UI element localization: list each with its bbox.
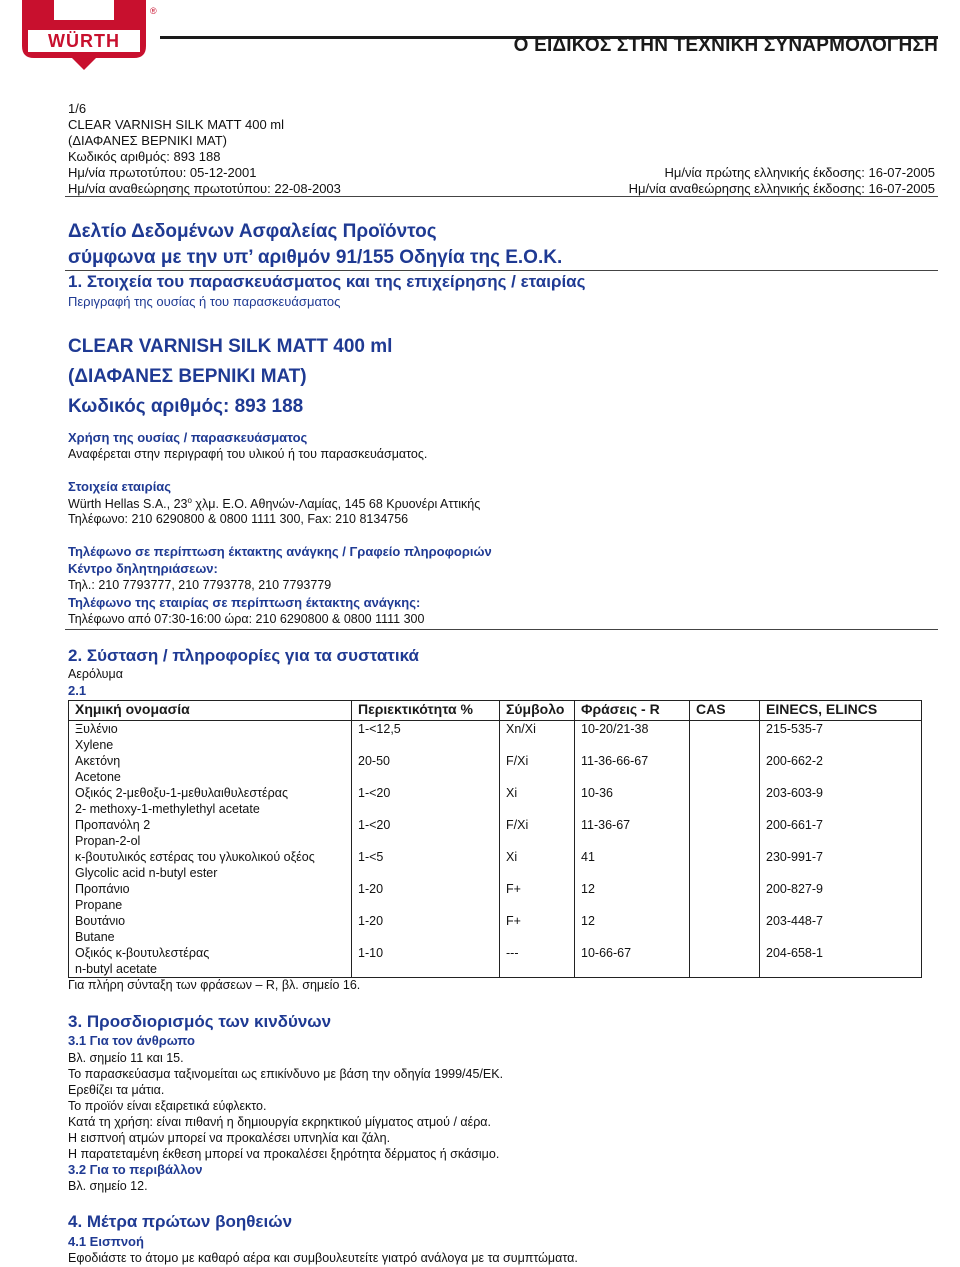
brand-name: WÜRTH: [48, 31, 120, 51]
hazard-line: Ερεθίζει τα μάτια.: [68, 1083, 165, 1097]
table-row: [69, 753, 922, 785]
table-row: [69, 913, 922, 945]
chemical-name-gr: Βουτάνιο: [75, 914, 126, 928]
col-symbol: Σύμβολο: [500, 701, 575, 721]
table-row: [69, 785, 922, 817]
header-slogan: Ο ΕΙΔΙΚΟΣ ΣΤΗΝ ΤΕΧΝΙΚΗ ΣΥΝΑΡΜΟΛΟΓΗΣΗ: [513, 35, 938, 56]
chemical-name-gr: κ-βουτυλικός εστέρας του γλυκολικού οξέος: [75, 850, 315, 864]
company-phone: Τηλέφωνο: 210 6290800 & 0800 1111 300, Fax: 210 8134756: [68, 512, 409, 526]
chemical-name-cell: [69, 753, 352, 785]
symbol-cell: Xi: [500, 785, 575, 817]
chemical-name-cell: [69, 721, 352, 754]
section-3-heading: 3. Προσδιορισμός των κινδύνων: [68, 1012, 332, 1031]
emergency-label: Τηλέφωνο σε περίπτωση έκτακτης ανάγκης / Γραφείο πληροφοριών: [68, 544, 492, 559]
section-3-1-label: 3.1 Για τον άνθρωπο: [68, 1033, 195, 1048]
hazard-line: Το προϊόν είναι εξαιρετικά εύφλεκτο.: [68, 1099, 267, 1113]
section-3-1-text: [68, 1050, 503, 1162]
section-1-heading: 1. Στοιχεία του παρασκευάσματος και της επιχείρησης / εταιρίας: [68, 272, 586, 291]
product-code: Κωδικός αριθμός: 893 188: [68, 396, 304, 417]
hazard-line: Η παρατεταμένη έκθεση μπορεί να προκαλέσει ξηρότητα δέρματος ή σκάσιμο.: [68, 1147, 500, 1161]
use-text: Αναφέρεται στην περιγραφή του υλικού ή του παρασκευάσματος.: [68, 447, 428, 461]
col-cas: CAS: [690, 701, 760, 721]
meta-original-revision: Ημ/νία αναθεώρησης πρωτοτύπου: 22-08-2003: [68, 181, 341, 196]
r-phrases-cell: 10-36: [575, 785, 690, 817]
meta-original-date: Ημ/νία πρωτοτύπου: 05-12-2001: [68, 165, 257, 180]
company-label: Στοιχεία εταιρίας: [68, 479, 172, 494]
chemical-name-en: Acetone: [75, 770, 121, 784]
product-identity: [68, 332, 392, 422]
chemical-name-en: Propan-2-ol: [75, 834, 141, 848]
company-emergency-phone: Τηλέφωνο από 07:30-16:00 ώρα: 210 6290800 & 0800 1111 300: [68, 612, 425, 626]
section-1-divider: [65, 629, 938, 630]
chemical-name-en: Butane: [75, 930, 115, 944]
section-4-1-text: Εφοδιάστε το άτομο με καθαρό αέρα και συμβουλευτείτε γιατρό ανάλογα με τα συμπτώματα.: [68, 1251, 578, 1265]
page-number: 1/6: [68, 101, 87, 116]
company-address-superscript: ο: [187, 496, 192, 505]
table-row: [69, 721, 922, 754]
chemical-name-en: 2- methoxy-1-methylethyl acetate: [75, 802, 260, 816]
content-cell: 1-10: [352, 945, 500, 978]
composition-table: [68, 700, 922, 978]
symbol-cell: F/Xi: [500, 817, 575, 849]
chemical-name-cell: [69, 817, 352, 849]
document-title-line1: Δελτίο Δεδομένων Ασφαλείας Προϊόντος: [68, 221, 437, 242]
symbol-cell: Xi: [500, 849, 575, 881]
cas-cell: [690, 753, 760, 785]
section-2-heading: 2. Σύσταση / πληροφορίες για τα συστατικά: [68, 646, 419, 665]
cas-cell: [690, 817, 760, 849]
chemical-name-cell: [69, 945, 352, 978]
chemical-name-en: n-butyl acetate: [75, 962, 157, 976]
section-1-subheading: Περιγραφή της ουσίας ή του παρασκευάσματος: [68, 294, 341, 309]
composition-header-row: [69, 701, 922, 721]
r-phrases-cell: 10-66-67: [575, 945, 690, 978]
company-address-part1: Würth Hellas S.A., 23: [68, 497, 188, 512]
symbol-cell: Xn/Xi: [500, 721, 575, 754]
meta-greek-revision: Ημ/νία αναθεώρησης ελληνικής έκδοσης: 16-07-2005: [628, 181, 935, 196]
meta-divider: [65, 196, 938, 197]
document-meta-right: [629, 165, 935, 197]
symbol-cell: F/Xi: [500, 753, 575, 785]
einecs-cell: 230-991-7: [760, 849, 922, 881]
meta-product-name: CLEAR VARNISH SILK MATT 400 ml: [68, 117, 285, 132]
col-r-phrases: Φράσεις - R: [575, 701, 690, 721]
hazard-line: Βλ. σημείο 11 και 15.: [68, 1051, 184, 1065]
document-meta: [68, 101, 341, 197]
company-address-part2: χλμ. Ε.Ο. Αθηνών-Λαμίας, 145 68 Κρυονέρι Αττικής: [191, 497, 481, 512]
section-4-heading: 4. Μέτρα πρώτων βοηθειών: [68, 1212, 293, 1231]
chemical-name-gr: Προπάνιο: [75, 882, 130, 896]
table-row: [69, 849, 922, 881]
table-row: [69, 881, 922, 913]
chemical-name-cell: [69, 849, 352, 881]
product-name-gr: (ΔΙΑΦΑΝΕΣ ΒΕΡΝΙΚΙ ΜΑΤ): [68, 366, 307, 387]
poison-center-phones: Τηλ.: 210 7793777, 210 7793778, 210 7793779: [68, 578, 332, 592]
product-name: CLEAR VARNISH SILK MATT 400 ml: [68, 336, 393, 357]
einecs-cell: 203-603-9: [760, 785, 922, 817]
chemical-name-en: Xylene: [75, 738, 114, 752]
symbol-cell: F+: [500, 881, 575, 913]
chemical-name-gr: Οξικός 2-μεθοξυ-1-μεθυλαιθυλεστέρας: [75, 786, 288, 800]
hazard-line: Κατά τη χρήση: είναι πιθανή η δημιουργία εκρηκτικού μίγματος ατμού / αέρα.: [68, 1115, 491, 1129]
chemical-name-gr: Ακετόνη: [75, 754, 121, 768]
cas-cell: [690, 945, 760, 978]
chemical-name-gr: Προπανόλη 2: [75, 818, 151, 832]
cas-cell: [690, 881, 760, 913]
r-phrases-cell: 41: [575, 849, 690, 881]
meta-greek-first-edition: Ημ/νία πρώτης ελληνικής έκδοσης: 16-07-2005: [664, 165, 935, 180]
col-chemical-name: Χημική ονομασία: [69, 701, 352, 721]
r-phrases-cell: 12: [575, 913, 690, 945]
content-cell: 1-<20: [352, 785, 500, 817]
r-phrases-cell: 11-36-67: [575, 817, 690, 849]
content-cell: 1-<20: [352, 817, 500, 849]
einecs-cell: 200-661-7: [760, 817, 922, 849]
hazard-line: Το παρασκεύασμα ταξινομείται ως επικίνδυνο με βάση την οδηγία 1999/45/ΕΚ.: [68, 1067, 504, 1081]
hazard-line: Η εισπνοή ατμών μπορεί να προκαλέσει υπνηλία και ζάλη.: [68, 1131, 391, 1145]
r-phrases-footnote: Για πλήρη σύνταξη των φράσεων – R, βλ. σημείο 16.: [68, 978, 361, 992]
cas-cell: [690, 849, 760, 881]
meta-product-name-gr: (ΔΙΑΦΑΝΕΣ ΒΕΡΝΙΚΙ ΜΑΤ): [68, 133, 228, 148]
document-title: [68, 219, 562, 271]
registered-mark: ®: [150, 6, 157, 16]
content-cell: 1-<5: [352, 849, 500, 881]
company-emergency-label: Τηλέφωνο της εταιρίας σε περίπτωση έκτακτης ανάγκης:: [68, 595, 421, 610]
section-3-2-text: Βλ. σημείο 12.: [68, 1179, 148, 1193]
symbol-cell: F+: [500, 913, 575, 945]
symbol-cell: ---: [500, 945, 575, 978]
r-phrases-cell: 10-20/21-38: [575, 721, 690, 754]
col-einecs: EINECS, ELINCS: [760, 701, 922, 721]
section-2-1-label: 2.1: [68, 683, 87, 698]
chemical-name-cell: [69, 785, 352, 817]
content-cell: 1-<12,5: [352, 721, 500, 754]
einecs-cell: 204-658-1: [760, 945, 922, 978]
chemical-name-gr: Ξυλένιο: [75, 722, 118, 736]
col-content: Περιεκτικότητα %: [352, 701, 500, 721]
r-phrases-cell: 12: [575, 881, 690, 913]
cas-cell: [690, 913, 760, 945]
chemical-name-en: Glycolic acid n-butyl ester: [75, 866, 218, 880]
company-address: [68, 496, 480, 511]
chemical-name-cell: [69, 881, 352, 913]
chemical-name-cell: [69, 913, 352, 945]
content-cell: 1-20: [352, 913, 500, 945]
einecs-cell: 200-662-2: [760, 753, 922, 785]
einecs-cell: 200-827-9: [760, 881, 922, 913]
r-phrases-cell: 11-36-66-67: [575, 753, 690, 785]
cas-cell: [690, 721, 760, 754]
einecs-cell: 215-535-7: [760, 721, 922, 754]
title-divider: [65, 270, 938, 271]
section-3-2-label: 3.2 Για το περιβάλλον: [68, 1162, 203, 1177]
chemical-name-en: Propane: [75, 898, 123, 912]
table-row: [69, 945, 922, 978]
content-cell: 20-50: [352, 753, 500, 785]
document-title-line2: σύμφωνα με την υπ’ αριθμόν 91/155 Οδηγία της Ε.Ο.Κ.: [68, 247, 563, 268]
use-label: Χρήση της ουσίας / παρασκευάσματος: [68, 430, 308, 445]
chemical-name-gr: Οξικός κ-βουτυλεστέρας: [75, 946, 210, 960]
poison-center-label: Κέντρο δηλητηριάσεων:: [68, 561, 218, 576]
cas-cell: [690, 785, 760, 817]
table-row: [69, 817, 922, 849]
meta-code: Κωδικός αριθμός: 893 188: [68, 149, 221, 164]
section-4-1-label: 4.1 Εισπνοή: [68, 1234, 144, 1249]
aerosol-label: Αερόλυμα: [68, 667, 123, 681]
einecs-cell: 203-448-7: [760, 913, 922, 945]
content-cell: 1-20: [352, 881, 500, 913]
